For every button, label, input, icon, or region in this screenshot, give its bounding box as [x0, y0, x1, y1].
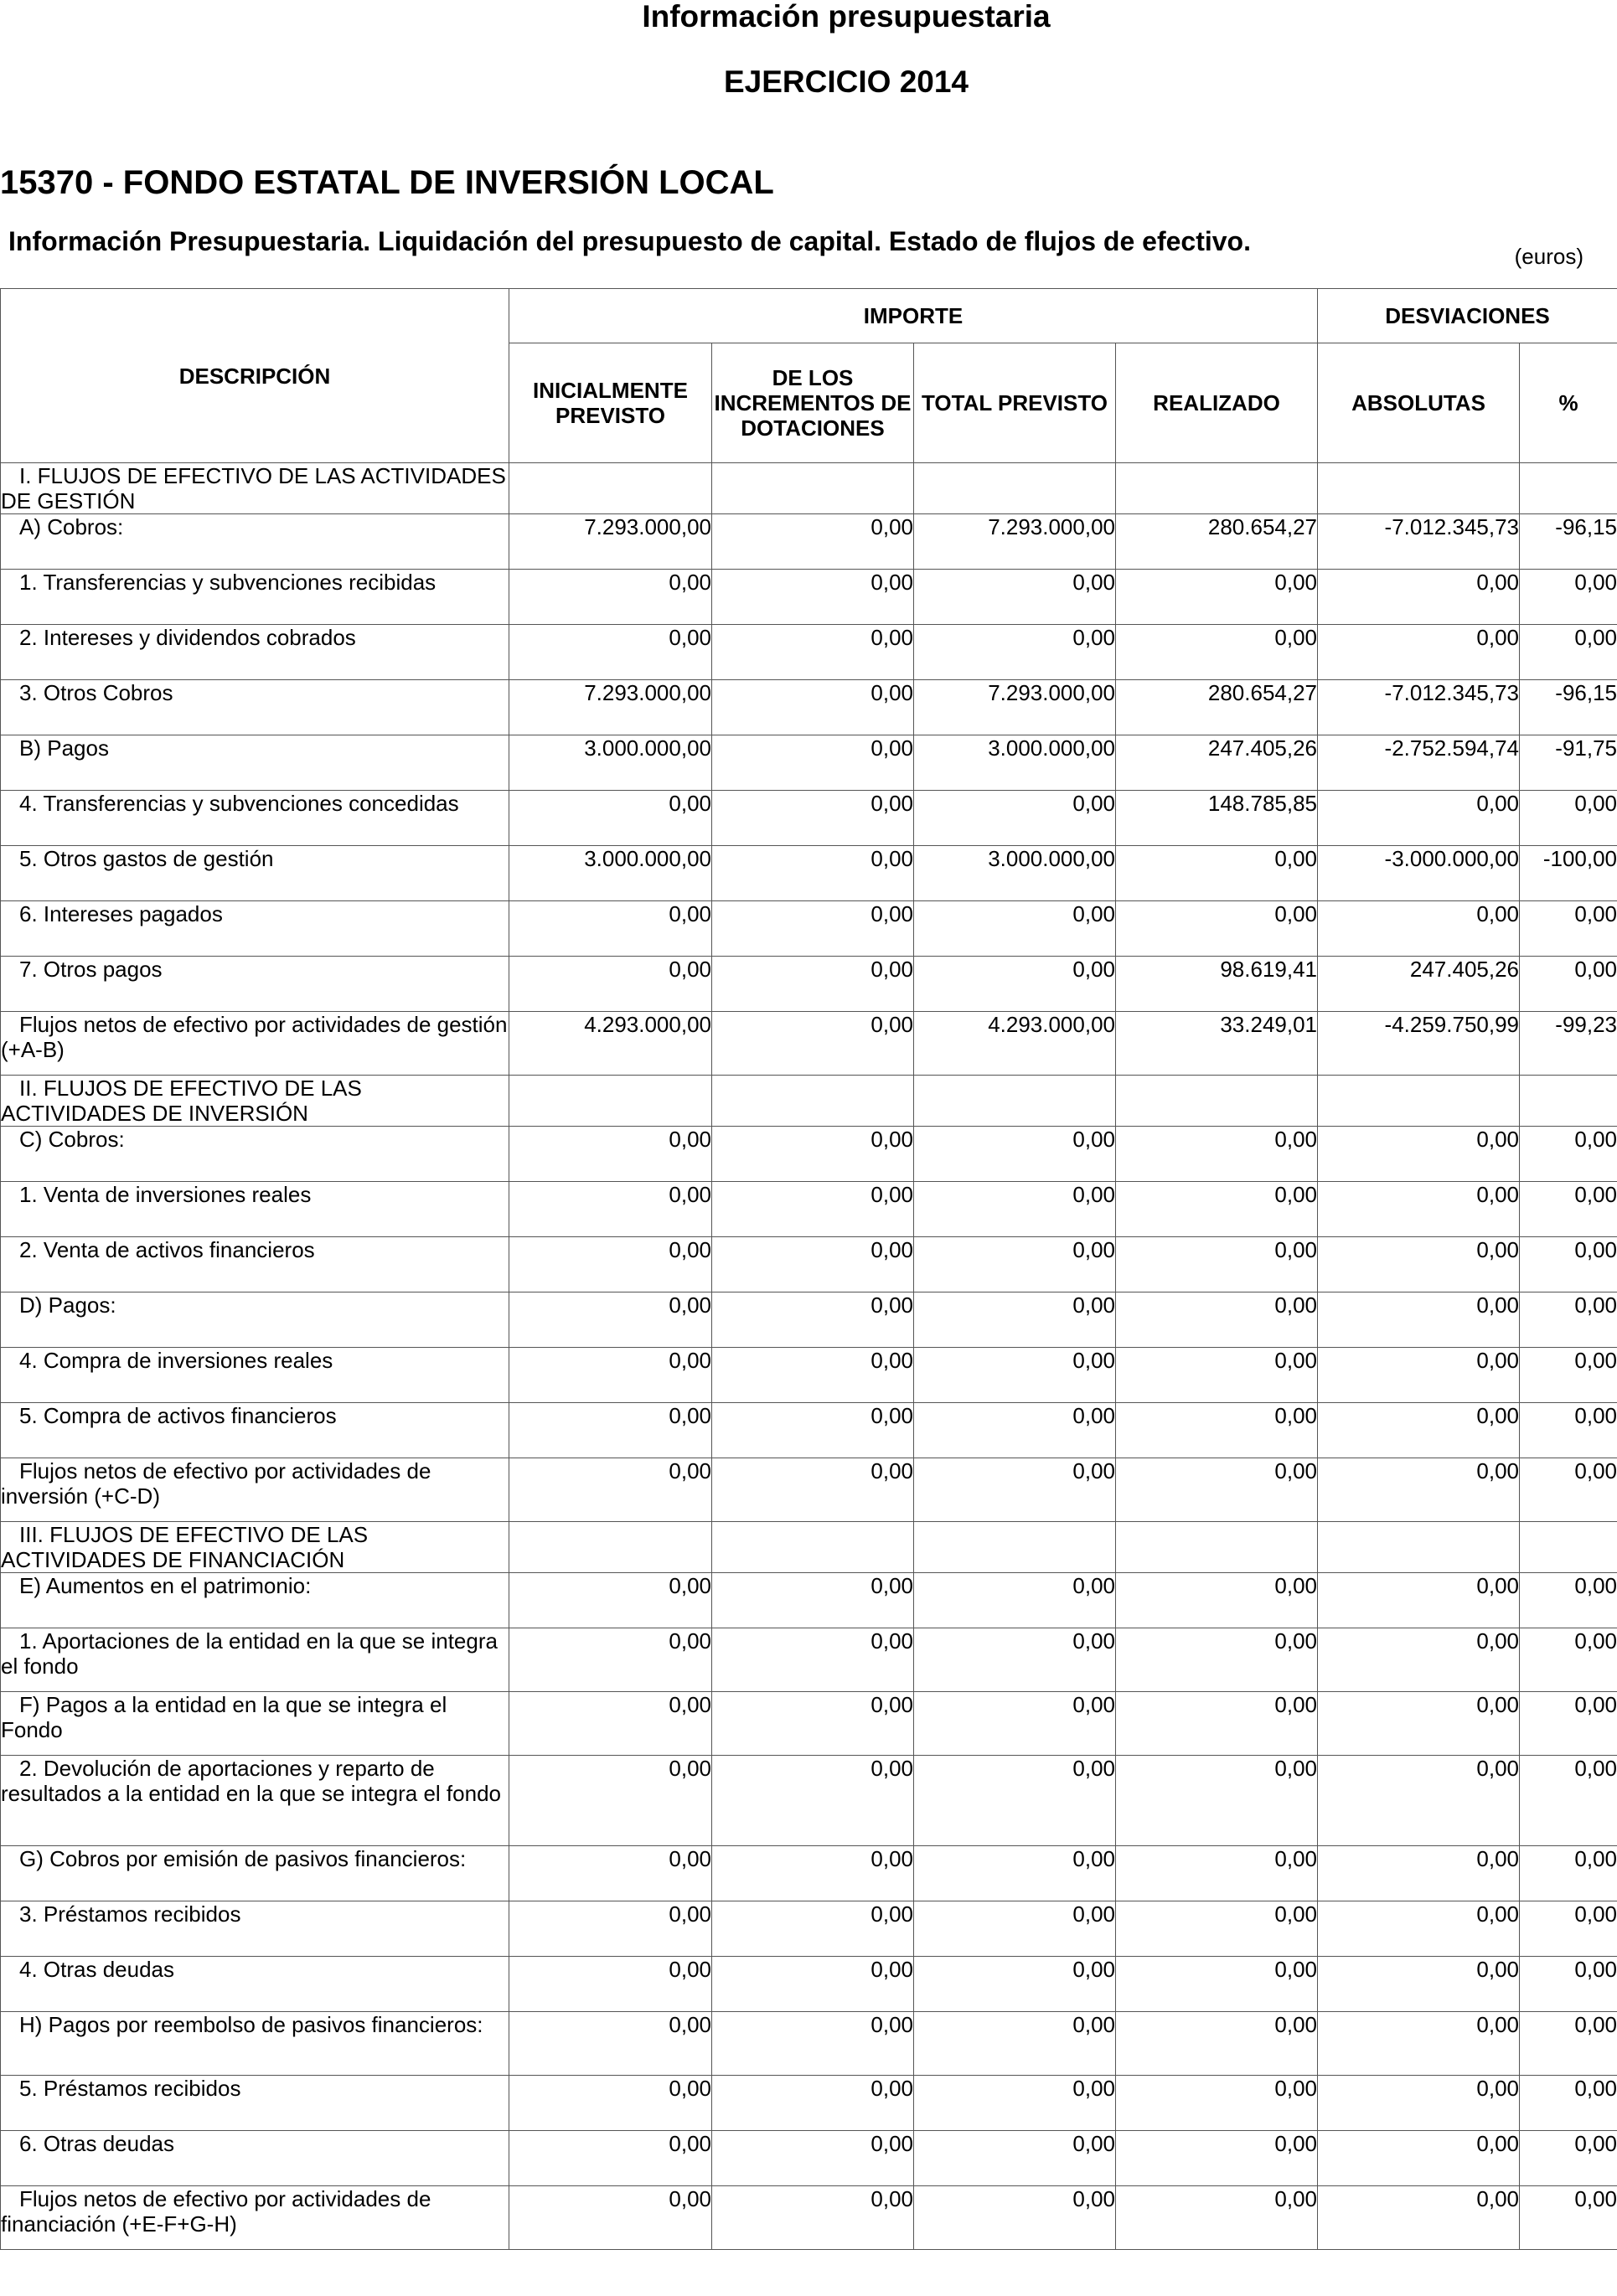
row-description-text: Flujos netos de efectivo por actividades de inversión (+C-D)	[1, 1458, 431, 1509]
cell-porcentaje: 0,00	[1520, 1692, 1617, 1756]
cell-total-previsto: 3.000.000,00	[914, 735, 1116, 791]
row-description-text: 3. Préstamos recibidos	[19, 1901, 241, 1927]
cell-absolutas: -4.259.750,99	[1318, 1012, 1520, 1076]
table-row	[1, 1756, 1617, 1846]
cell-porcentaje: 0,00	[1520, 2076, 1617, 2131]
table-row	[1, 1901, 1617, 1957]
cell-porcentaje: 0,00	[1520, 1127, 1617, 1182]
cell-realizado: 0,00	[1116, 1628, 1318, 1692]
section-subtitle: Información Presupuestaria. Liquidación del presupuesto de capital. Estado de flujos de efectivo.	[8, 226, 1251, 256]
cell-realizado: 0,00	[1116, 1846, 1318, 1901]
cell-absolutas: 0,00	[1318, 1573, 1520, 1628]
cell-incrementos-dotaciones: 0,00	[712, 2131, 914, 2186]
table-row	[1, 514, 1617, 570]
cell-absolutas: 0,00	[1318, 1692, 1520, 1756]
cell-absolutas: 0,00	[1318, 2012, 1520, 2076]
cell-realizado: 280.654,27	[1116, 514, 1318, 570]
cell-porcentaje: 0,00	[1520, 570, 1617, 625]
cell-incrementos-dotaciones: 0,00	[712, 791, 914, 846]
cell-porcentaje: 0,00	[1520, 791, 1617, 846]
row-description-text: II. FLUJOS DE EFECTIVO DE LAS ACTIVIDADES DE INVERSIÓN	[1, 1076, 362, 1126]
table-row	[1, 1403, 1617, 1458]
fiscal-year: EJERCICIO 2014	[723, 64, 969, 99]
cell-absolutas: 0,00	[1318, 2076, 1520, 2131]
table-row	[1, 901, 1617, 957]
cell-porcentaje: 0,00	[1520, 901, 1617, 957]
cell-inicialmente-previsto: 0,00	[509, 2186, 712, 2250]
row-description-text: 5. Compra de activos financieros	[19, 1403, 337, 1428]
cell-porcentaje: 0,00	[1520, 2012, 1617, 2076]
cell-inicialmente-previsto: 3.000.000,00	[509, 735, 712, 791]
cell-inicialmente-previsto: 0,00	[509, 570, 712, 625]
row-description	[1, 1348, 509, 1403]
header-porcentaje: %	[1520, 343, 1617, 463]
row-description-text: 1. Venta de inversiones reales	[19, 1182, 312, 1207]
table-row	[1, 463, 1617, 514]
cell-realizado: 0,00	[1116, 1348, 1318, 1403]
cell-incrementos-dotaciones: 0,00	[712, 2076, 914, 2131]
row-description-text: 4. Otras deudas	[19, 1957, 174, 1982]
cell-inicialmente-previsto: 0,00	[509, 791, 712, 846]
cell-absolutas: 0,00	[1318, 2131, 1520, 2186]
row-description-text: 4. Compra de inversiones reales	[19, 1348, 333, 1373]
cell-porcentaje: 0,00	[1520, 1292, 1617, 1348]
row-description-text: Flujos netos de efectivo por actividades de gestión (+A-B)	[1, 1012, 508, 1062]
cell-total-previsto: 0,00	[914, 2186, 1116, 2250]
cell-absolutas: 0,00	[1318, 1901, 1520, 1957]
header-total-previsto: TOTAL PREVISTO	[914, 343, 1116, 463]
cell-total-previsto	[914, 1522, 1116, 1573]
cell-inicialmente-previsto	[509, 463, 712, 514]
row-description	[1, 1692, 509, 1756]
header-realizado: REALIZADO	[1116, 343, 1318, 463]
cell-inicialmente-previsto: 0,00	[509, 1182, 712, 1237]
cell-total-previsto: 0,00	[914, 1237, 1116, 1292]
cell-total-previsto: 7.293.000,00	[914, 680, 1116, 735]
table-row	[1, 2186, 1617, 2250]
row-description	[1, 2186, 509, 2250]
cell-incrementos-dotaciones: 0,00	[712, 1182, 914, 1237]
row-description	[1, 791, 509, 846]
cell-incrementos-dotaciones: 0,00	[712, 735, 914, 791]
row-description-text: III. FLUJOS DE EFECTIVO DE LAS ACTIVIDADES DE FINANCIACIÓN	[1, 1522, 369, 1572]
row-description	[1, 1458, 509, 1522]
cell-absolutas: 0,00	[1318, 1403, 1520, 1458]
cell-incrementos-dotaciones	[712, 1076, 914, 1127]
header-incrementos-dotaciones: DE LOS INCREMENTOS DE DOTACIONES	[712, 343, 914, 463]
cell-porcentaje	[1520, 1076, 1617, 1127]
cell-inicialmente-previsto: 0,00	[509, 1573, 712, 1628]
cell-absolutas: -2.752.594,74	[1318, 735, 1520, 791]
row-description	[1, 735, 509, 791]
table-row	[1, 1957, 1617, 2012]
cell-total-previsto: 0,00	[914, 1957, 1116, 2012]
cell-realizado: 0,00	[1116, 901, 1318, 957]
cell-porcentaje: 0,00	[1520, 1403, 1617, 1458]
cell-total-previsto	[914, 1076, 1116, 1127]
cell-absolutas: 0,00	[1318, 791, 1520, 846]
cell-incrementos-dotaciones: 0,00	[712, 1127, 914, 1182]
cell-realizado: 0,00	[1116, 2076, 1318, 2131]
table-row	[1, 1628, 1617, 1692]
cell-inicialmente-previsto: 0,00	[509, 1628, 712, 1692]
cell-total-previsto: 4.293.000,00	[914, 1012, 1116, 1076]
table-row	[1, 735, 1617, 791]
fund-title: 15370 - FONDO ESTATAL DE INVERSIÓN LOCAL	[0, 164, 774, 201]
cell-total-previsto: 0,00	[914, 1348, 1116, 1403]
cell-total-previsto: 0,00	[914, 1901, 1116, 1957]
cell-inicialmente-previsto: 3.000.000,00	[509, 846, 712, 901]
cell-incrementos-dotaciones: 0,00	[712, 1573, 914, 1628]
row-description-text: 2. Devolución de aportaciones y reparto de resultados a la entidad en la que se integra el fondo	[1, 1756, 501, 1806]
table-row	[1, 1458, 1617, 1522]
cell-incrementos-dotaciones: 0,00	[712, 570, 914, 625]
cell-total-previsto: 0,00	[914, 1846, 1116, 1901]
cell-total-previsto: 0,00	[914, 1458, 1116, 1522]
row-description	[1, 1957, 509, 2012]
cell-incrementos-dotaciones: 0,00	[712, 901, 914, 957]
cell-incrementos-dotaciones: 0,00	[712, 1957, 914, 2012]
cell-incrementos-dotaciones: 0,00	[712, 1628, 914, 1692]
cell-realizado: 0,00	[1116, 1182, 1318, 1237]
cell-porcentaje: -100,00	[1520, 846, 1617, 901]
row-description	[1, 1182, 509, 1237]
row-description-text: 2. Intereses y dividendos cobrados	[19, 625, 356, 650]
row-description	[1, 1127, 509, 1182]
cell-inicialmente-previsto: 4.293.000,00	[509, 1012, 712, 1076]
row-description-text: 1. Transferencias y subvenciones recibidas	[19, 570, 437, 595]
cell-realizado: 0,00	[1116, 1127, 1318, 1182]
cell-absolutas: 0,00	[1318, 1292, 1520, 1348]
row-description	[1, 680, 509, 735]
table-row	[1, 1076, 1617, 1127]
cell-realizado: 0,00	[1116, 1692, 1318, 1756]
table-row	[1, 2076, 1617, 2131]
row-description-text: D) Pagos:	[19, 1292, 116, 1318]
table-row	[1, 791, 1617, 846]
row-description-text: E) Aumentos en el patrimonio:	[19, 1573, 312, 1598]
cell-absolutas: 0,00	[1318, 901, 1520, 957]
cell-total-previsto: 7.293.000,00	[914, 514, 1116, 570]
cell-incrementos-dotaciones: 0,00	[712, 1846, 914, 1901]
cell-absolutas: 247.405,26	[1318, 957, 1520, 1012]
cell-inicialmente-previsto: 0,00	[509, 1403, 712, 1458]
row-description-text: B) Pagos	[19, 735, 109, 761]
table-row	[1, 2012, 1617, 2076]
cell-incrementos-dotaciones: 0,00	[712, 846, 914, 901]
cell-total-previsto: 0,00	[914, 791, 1116, 846]
cell-absolutas	[1318, 463, 1520, 514]
table-row	[1, 1182, 1617, 1237]
header-importe: IMPORTE	[509, 289, 1318, 343]
table-row	[1, 1292, 1617, 1348]
table-row	[1, 1522, 1617, 1573]
cell-inicialmente-previsto: 0,00	[509, 1957, 712, 2012]
row-description	[1, 901, 509, 957]
table-row	[1, 957, 1617, 1012]
cell-realizado: 0,00	[1116, 570, 1318, 625]
cell-porcentaje: -96,15	[1520, 680, 1617, 735]
row-description-text: H) Pagos por reembolso de pasivos financieros:	[19, 2012, 483, 2037]
row-description	[1, 1573, 509, 1628]
page-title: Información presupuestaria	[642, 0, 1051, 34]
cell-absolutas	[1318, 1522, 1520, 1573]
cell-inicialmente-previsto: 0,00	[509, 2012, 712, 2076]
row-description	[1, 1237, 509, 1292]
cell-porcentaje: 0,00	[1520, 1756, 1617, 1846]
row-description	[1, 1292, 509, 1348]
row-description-text: Flujos netos de efectivo por actividades de financiación (+E-F+G-H)	[1, 2186, 431, 2237]
cell-realizado: 280.654,27	[1116, 680, 1318, 735]
cell-inicialmente-previsto: 0,00	[509, 1292, 712, 1348]
row-description-text: 2. Venta de activos financieros	[19, 1237, 315, 1262]
cell-porcentaje: -91,75	[1520, 735, 1617, 791]
cell-total-previsto: 0,00	[914, 1127, 1116, 1182]
cell-realizado	[1116, 1076, 1318, 1127]
row-description	[1, 625, 509, 680]
row-description-text: 3. Otros Cobros	[19, 680, 173, 705]
cell-incrementos-dotaciones: 0,00	[712, 2186, 914, 2250]
header-descripcion: DESCRIPCIÓN	[1, 289, 509, 463]
cell-total-previsto: 0,00	[914, 625, 1116, 680]
row-description	[1, 1846, 509, 1901]
cell-incrementos-dotaciones: 0,00	[712, 1348, 914, 1403]
cell-porcentaje: 0,00	[1520, 1573, 1617, 1628]
row-description-text: 5. Préstamos recibidos	[19, 2076, 241, 2101]
cell-realizado: 0,00	[1116, 1901, 1318, 1957]
cell-porcentaje: 0,00	[1520, 2186, 1617, 2250]
cell-realizado: 0,00	[1116, 1573, 1318, 1628]
cell-inicialmente-previsto	[509, 1076, 712, 1127]
cell-inicialmente-previsto: 0,00	[509, 1756, 712, 1846]
cell-total-previsto: 0,00	[914, 1292, 1116, 1348]
row-description	[1, 1628, 509, 1692]
cell-realizado: 0,00	[1116, 2131, 1318, 2186]
table-row	[1, 625, 1617, 680]
cell-porcentaje: 0,00	[1520, 1957, 1617, 2012]
cell-incrementos-dotaciones	[712, 463, 914, 514]
cell-porcentaje: 0,00	[1520, 625, 1617, 680]
cell-realizado: 0,00	[1116, 1756, 1318, 1846]
cell-inicialmente-previsto: 0,00	[509, 1237, 712, 1292]
cell-total-previsto: 0,00	[914, 1403, 1116, 1458]
cell-inicialmente-previsto: 7.293.000,00	[509, 514, 712, 570]
cell-porcentaje: -99,23	[1520, 1012, 1617, 1076]
row-description	[1, 514, 509, 570]
cell-inicialmente-previsto: 0,00	[509, 901, 712, 957]
cell-inicialmente-previsto: 0,00	[509, 1458, 712, 1522]
cell-absolutas: 0,00	[1318, 1127, 1520, 1182]
cell-incrementos-dotaciones: 0,00	[712, 1012, 914, 1076]
cell-inicialmente-previsto: 0,00	[509, 2131, 712, 2186]
table-row	[1, 1127, 1617, 1182]
row-description	[1, 1522, 509, 1573]
cell-realizado: 247.405,26	[1116, 735, 1318, 791]
table-row	[1, 1573, 1617, 1628]
cell-porcentaje	[1520, 1522, 1617, 1573]
table-row	[1, 570, 1617, 625]
cell-absolutas: 0,00	[1318, 1348, 1520, 1403]
cell-total-previsto: 3.000.000,00	[914, 846, 1116, 901]
cell-total-previsto	[914, 463, 1116, 514]
cell-realizado	[1116, 463, 1318, 514]
cell-incrementos-dotaciones: 0,00	[712, 625, 914, 680]
cell-absolutas: -3.000.000,00	[1318, 846, 1520, 901]
row-description	[1, 1076, 509, 1127]
cell-realizado: 98.619,41	[1116, 957, 1318, 1012]
cell-absolutas: 0,00	[1318, 625, 1520, 680]
cell-absolutas: 0,00	[1318, 1182, 1520, 1237]
cell-incrementos-dotaciones: 0,00	[712, 1756, 914, 1846]
cell-absolutas: 0,00	[1318, 1846, 1520, 1901]
cell-absolutas	[1318, 1076, 1520, 1127]
row-description-text: 5. Otros gastos de gestión	[19, 846, 274, 871]
cell-realizado: 0,00	[1116, 846, 1318, 901]
cell-realizado: 0,00	[1116, 1458, 1318, 1522]
row-description	[1, 2012, 509, 2076]
cell-inicialmente-previsto: 0,00	[509, 957, 712, 1012]
row-description-text: I. FLUJOS DE EFECTIVO DE LAS ACTIVIDADES DE GESTIÓN	[1, 463, 506, 513]
cell-porcentaje	[1520, 463, 1617, 514]
cell-porcentaje: -96,15	[1520, 514, 1617, 570]
row-description	[1, 2131, 509, 2186]
header-absolutas: ABSOLUTAS	[1318, 343, 1520, 463]
cell-total-previsto: 0,00	[914, 1573, 1116, 1628]
row-description-text: 7. Otros pagos	[19, 957, 163, 982]
cell-total-previsto: 0,00	[914, 1182, 1116, 1237]
row-description	[1, 570, 509, 625]
row-description	[1, 1901, 509, 1957]
cell-total-previsto: 0,00	[914, 2012, 1116, 2076]
cell-porcentaje: 0,00	[1520, 1846, 1617, 1901]
cell-total-previsto: 0,00	[914, 1692, 1116, 1756]
cell-incrementos-dotaciones: 0,00	[712, 1237, 914, 1292]
cell-incrementos-dotaciones: 0,00	[712, 1403, 914, 1458]
cell-inicialmente-previsto: 0,00	[509, 1348, 712, 1403]
cell-incrementos-dotaciones: 0,00	[712, 1692, 914, 1756]
cell-incrementos-dotaciones: 0,00	[712, 680, 914, 735]
row-description-text: C) Cobros:	[19, 1127, 125, 1152]
cell-incrementos-dotaciones: 0,00	[712, 1458, 914, 1522]
cell-realizado: 0,00	[1116, 625, 1318, 680]
row-description	[1, 957, 509, 1012]
table-row	[1, 1012, 1617, 1076]
cell-total-previsto: 0,00	[914, 957, 1116, 1012]
row-description	[1, 2076, 509, 2131]
row-description-text: 6. Otras deudas	[19, 2131, 174, 2156]
row-description-text: G) Cobros por emisión de pasivos financieros:	[19, 1846, 467, 1871]
cell-absolutas: 0,00	[1318, 1756, 1520, 1846]
cell-absolutas: 0,00	[1318, 1237, 1520, 1292]
cell-realizado: 0,00	[1116, 1403, 1318, 1458]
cell-porcentaje: 0,00	[1520, 1901, 1617, 1957]
cell-total-previsto: 0,00	[914, 2131, 1116, 2186]
cell-total-previsto: 0,00	[914, 1756, 1116, 1846]
cell-porcentaje: 0,00	[1520, 1628, 1617, 1692]
cell-incrementos-dotaciones: 0,00	[712, 1901, 914, 1957]
cell-inicialmente-previsto: 7.293.000,00	[509, 680, 712, 735]
row-description-text: 6. Intereses pagados	[19, 901, 223, 926]
row-description-text: F) Pagos a la entidad en la que se integra el Fondo	[1, 1692, 447, 1742]
cell-absolutas: 0,00	[1318, 1628, 1520, 1692]
cell-total-previsto: 0,00	[914, 570, 1116, 625]
cell-realizado: 0,00	[1116, 1957, 1318, 2012]
header-desviaciones: DESVIACIONES	[1318, 289, 1617, 343]
row-description	[1, 1403, 509, 1458]
cell-realizado: 0,00	[1116, 2012, 1318, 2076]
table-row	[1, 846, 1617, 901]
cell-total-previsto: 0,00	[914, 901, 1116, 957]
cell-realizado: 148.785,85	[1116, 791, 1318, 846]
cell-inicialmente-previsto	[509, 1522, 712, 1573]
cell-realizado: 0,00	[1116, 1292, 1318, 1348]
row-description-text: 1. Aportaciones de la entidad en la que se integra el fondo	[1, 1628, 498, 1679]
cell-incrementos-dotaciones: 0,00	[712, 1292, 914, 1348]
cell-porcentaje: 0,00	[1520, 1237, 1617, 1292]
cell-inicialmente-previsto: 0,00	[509, 1901, 712, 1957]
cell-incrementos-dotaciones: 0,00	[712, 957, 914, 1012]
cell-total-previsto: 0,00	[914, 2076, 1116, 2131]
row-description	[1, 846, 509, 901]
row-description	[1, 1756, 509, 1846]
cell-absolutas: 0,00	[1318, 570, 1520, 625]
cell-total-previsto: 0,00	[914, 1628, 1116, 1692]
cell-inicialmente-previsto: 0,00	[509, 1692, 712, 1756]
row-description	[1, 463, 509, 514]
table-row	[1, 1846, 1617, 1901]
cell-inicialmente-previsto: 0,00	[509, 1127, 712, 1182]
table-row	[1, 2131, 1617, 2186]
cell-inicialmente-previsto: 0,00	[509, 625, 712, 680]
row-description-text: 4. Transferencias y subvenciones concedidas	[19, 791, 459, 816]
table-body	[1, 463, 1617, 2250]
cell-inicialmente-previsto: 0,00	[509, 1846, 712, 1901]
table-row	[1, 1237, 1617, 1292]
cell-realizado	[1116, 1522, 1318, 1573]
cell-porcentaje: 0,00	[1520, 1348, 1617, 1403]
cell-realizado: 0,00	[1116, 1237, 1318, 1292]
header-inicialmente-previsto: INICIALMENTE PREVISTO	[509, 343, 712, 463]
units-label: (euros)	[1514, 244, 1583, 269]
cell-porcentaje: 0,00	[1520, 1458, 1617, 1522]
table-row	[1, 1348, 1617, 1403]
row-description	[1, 1012, 509, 1076]
table-row	[1, 680, 1617, 735]
cell-absolutas: 0,00	[1318, 2186, 1520, 2250]
cell-absolutas: 0,00	[1318, 1458, 1520, 1522]
cell-realizado: 0,00	[1116, 2186, 1318, 2250]
cell-porcentaje: 0,00	[1520, 1182, 1617, 1237]
cell-incrementos-dotaciones: 0,00	[712, 2012, 914, 2076]
cell-porcentaje: 0,00	[1520, 2131, 1617, 2186]
cell-incrementos-dotaciones: 0,00	[712, 514, 914, 570]
cell-absolutas: -7.012.345,73	[1318, 680, 1520, 735]
cell-absolutas: 0,00	[1318, 1957, 1520, 2012]
cell-absolutas: -7.012.345,73	[1318, 514, 1520, 570]
cell-realizado: 33.249,01	[1116, 1012, 1318, 1076]
cash-flow-table	[0, 288, 1617, 2250]
cell-inicialmente-previsto: 0,00	[509, 2076, 712, 2131]
row-description-text: A) Cobros:	[19, 514, 124, 539]
cell-incrementos-dotaciones	[712, 1522, 914, 1573]
table-row	[1, 1692, 1617, 1756]
cell-porcentaje: 0,00	[1520, 957, 1617, 1012]
